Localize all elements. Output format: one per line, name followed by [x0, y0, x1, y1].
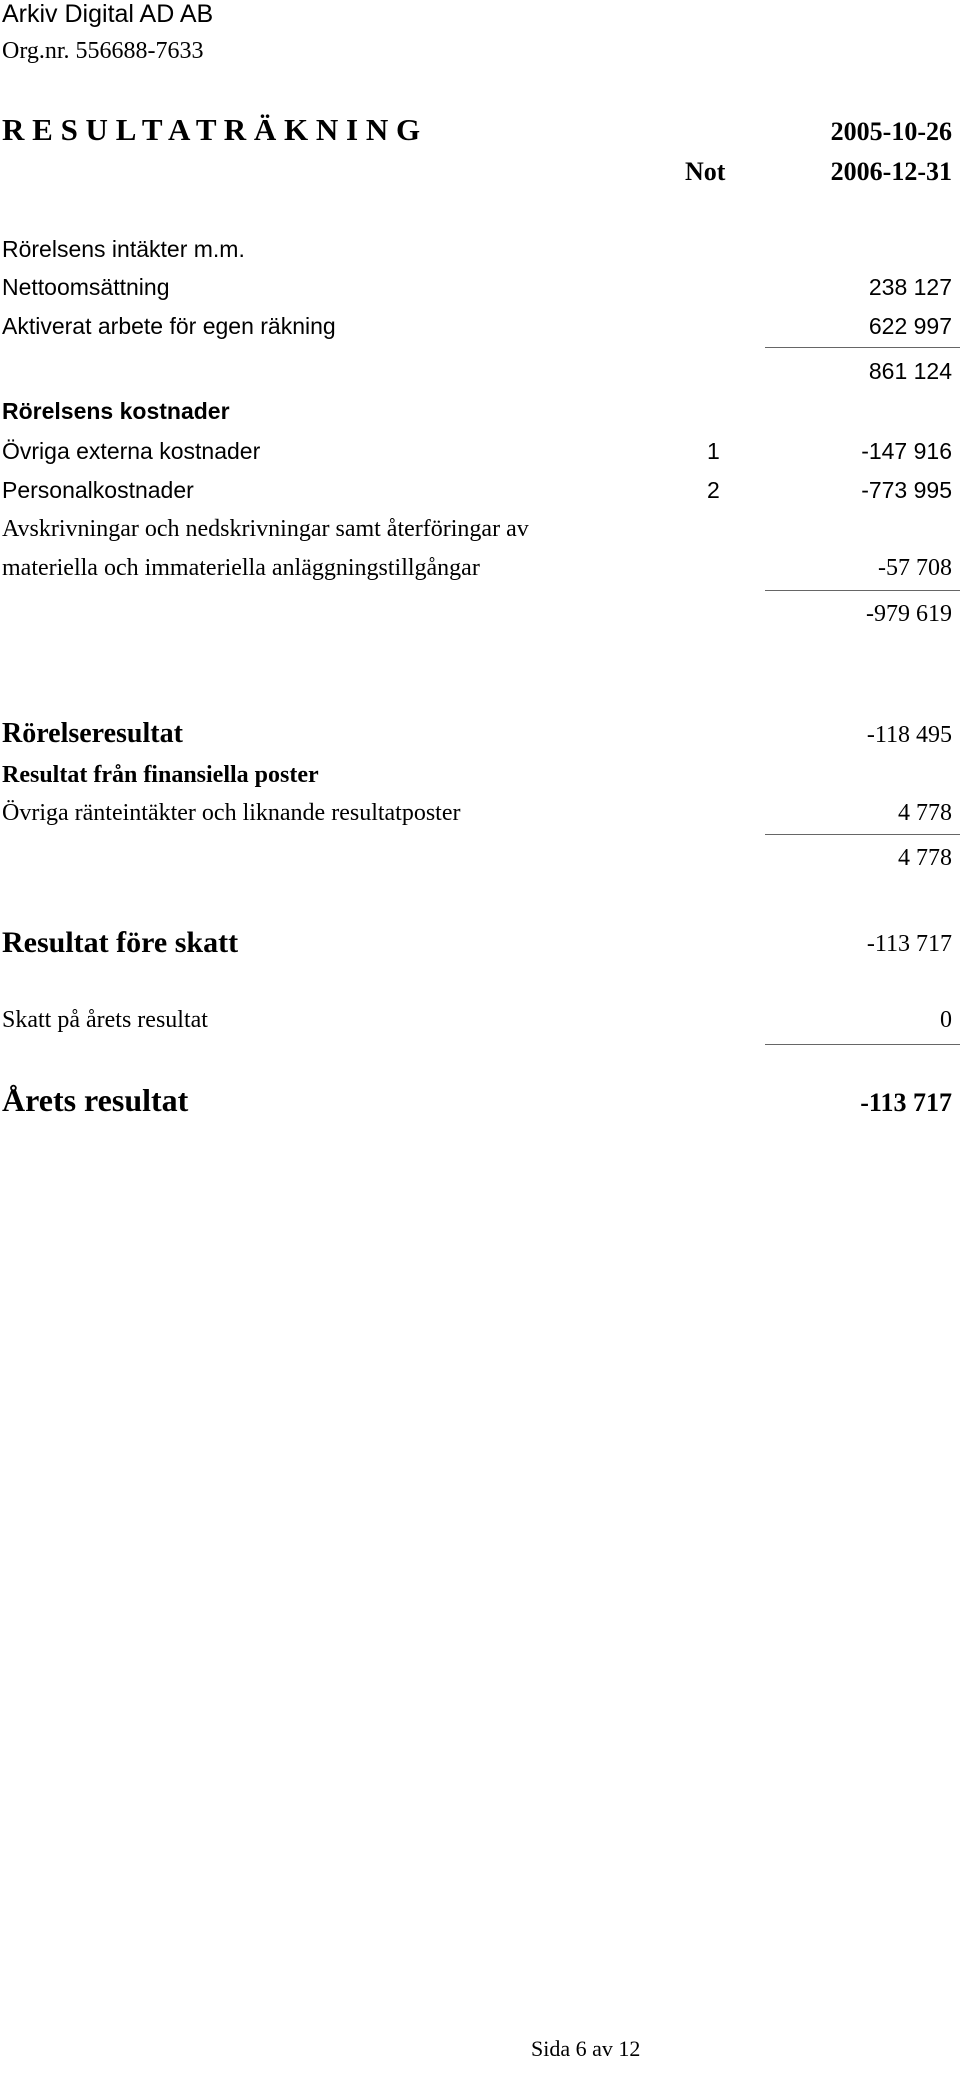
costs-sum-divider — [765, 590, 960, 591]
net-sales-value: 238 127 — [868, 274, 952, 300]
capitalized-work-value: 622 997 — [868, 313, 952, 339]
income-heading: Rörelsens intäkter m.m. — [2, 236, 245, 262]
depreciation-label-line2: materiella och immateriella anläggningstillgångar — [2, 555, 480, 581]
net-sales-label: Nettoomsättning — [2, 274, 170, 300]
personnel-costs-value: -773 995 — [861, 477, 952, 503]
tax-value: 0 — [940, 1007, 952, 1033]
external-costs-label: Övriga externa kostnader — [2, 438, 261, 464]
tax-divider — [765, 1044, 960, 1045]
page-number: Sida 6 av 12 — [531, 2036, 641, 2061]
net-result-value: -113 717 — [860, 1088, 952, 1117]
pretax-result-value: -113 717 — [866, 931, 952, 957]
costs-subtotal: -979 619 — [866, 601, 952, 627]
tax-label: Skatt på årets resultat — [2, 1007, 208, 1033]
depreciation-value: -57 708 — [878, 555, 952, 581]
note-column-header: Not — [685, 157, 726, 186]
period-end: 2006-12-31 — [830, 157, 952, 186]
interest-income-value: 4 778 — [898, 800, 952, 826]
company-name: Arkiv Digital AD AB — [2, 0, 214, 28]
financial-sum-divider — [765, 834, 960, 835]
org-number: Org.nr. 556688-7633 — [2, 38, 204, 64]
financial-heading: Resultat från finansiella poster — [2, 762, 319, 788]
period-start: 2005-10-26 — [830, 117, 952, 146]
financial-subtotal: 4 778 — [898, 845, 952, 871]
depreciation-label-line1: Avskrivningar och nedskrivningar samt återföringar av — [2, 516, 529, 542]
external-costs-note: 1 — [707, 438, 720, 464]
pretax-result-label: Resultat före skatt — [2, 926, 239, 959]
external-costs-value: -147 916 — [861, 438, 952, 464]
personnel-costs-note: 2 — [707, 477, 720, 503]
operating-result-value: -118 495 — [866, 722, 952, 748]
interest-income-label: Övriga ränteintäkter och liknande resultatposter — [2, 800, 461, 826]
operating-result-label: Rörelseresultat — [2, 718, 183, 749]
costs-heading: Rörelsens kostnader — [2, 398, 230, 424]
capitalized-work-label: Aktiverat arbete för egen räkning — [2, 313, 336, 339]
personnel-costs-label: Personalkostnader — [2, 477, 194, 503]
income-sum-divider — [765, 347, 960, 348]
net-result-label: Årets resultat — [2, 1082, 189, 1118]
report-title: R E S U L T A T R Ä K N I N G — [2, 112, 421, 147]
income-subtotal: 861 124 — [868, 358, 952, 384]
